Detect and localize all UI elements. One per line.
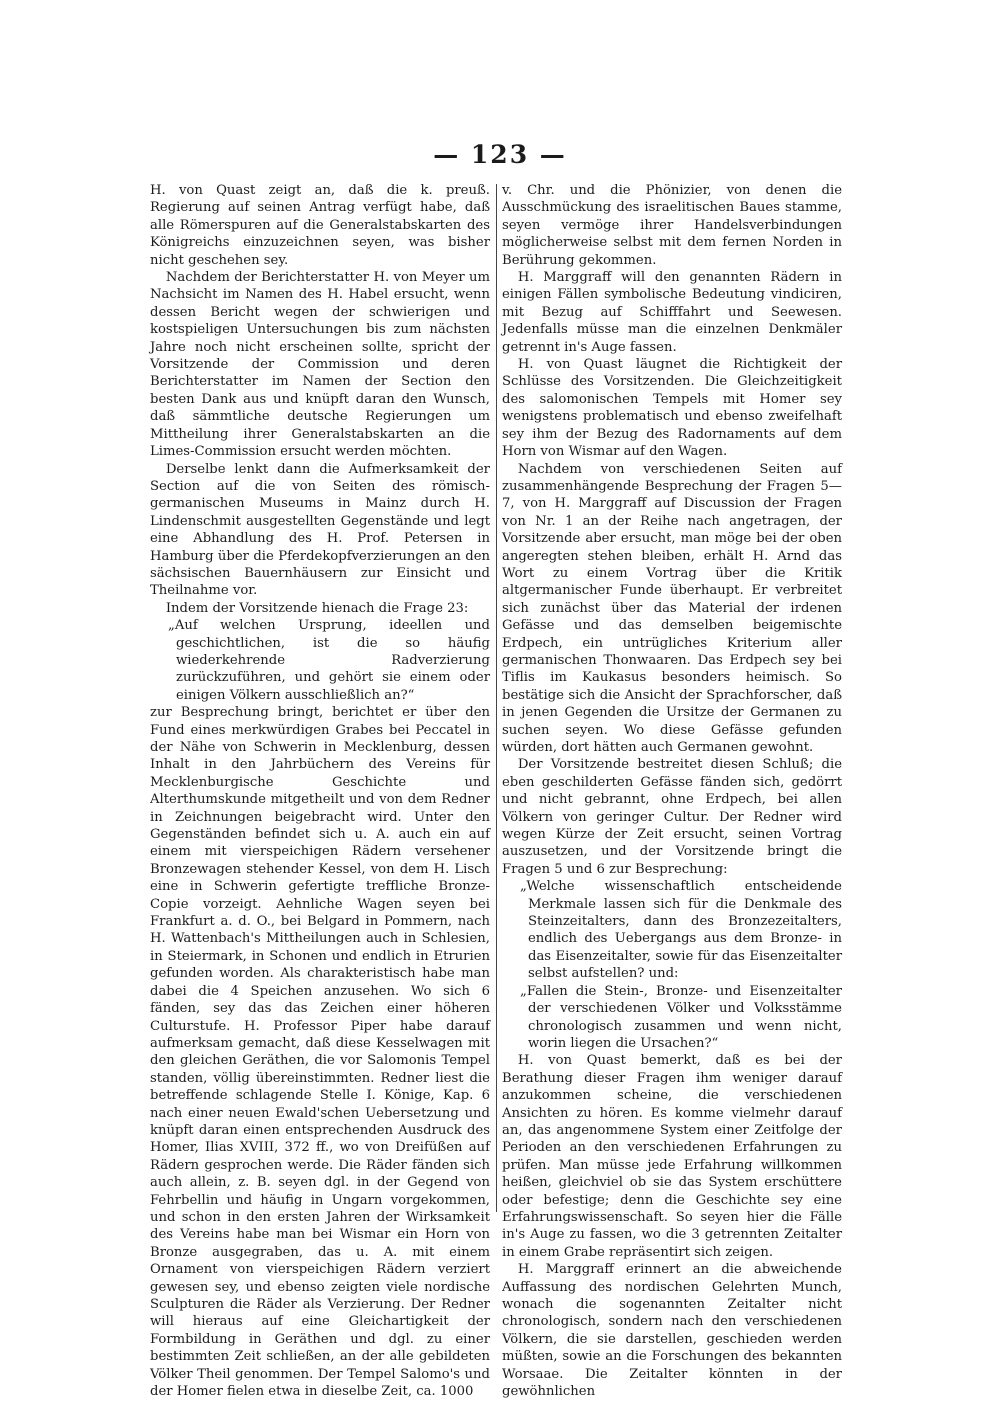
- right-column: [502, 182, 842, 1400]
- paragraph: Der Vorsitzende bestreitet diesen Schluß; die eben geschilderten Gefässe fänden sich, gedörrt und nicht gebrannt, ohne Erdpech, bei allen Völkern von geringer Cultur. Der Redner wird wegen Kürze der Zeit ersucht, seinen Vortrag auszusetzen, und der Vorsitzende bringt die Fragen 5 und 6 zur Besprechung:: [502, 757, 842, 877]
- paragraph: v. Chr. und die Phönizier, von denen die Ausschmückung des israelitischen Baues stamme, seyen vermöge ihrer Handelsverbindungen möglicherweise selbst mit dem fernen Norden in Berührung gekommen.: [502, 183, 842, 268]
- paragraph: zur Besprechung bringt, berichtet er über den Fund eines merkwürdigen Grabes bei Peccatel in der Nähe von Schwerin in Mecklenburg, dessen Inhalt in den Jahrbüchern des Vereins für Mecklenburgische Geschichte und Alterthumskunde mitgetheilt und von dem Redner in Zeichnungen beigebracht wird. Unter den Gegenständen befindet sich u. A. auch ein auf einem mit vierspeichigen Rädern versehener Bronzewagen stehender Kessel, von dem H. Lisch eine in Schwerin gefertigte treffliche Bronze-Copie vorzeigt. Aehnliche Wagen seyen bei Frankfurt a. d. O., bei Belgard in Pommern, nach H. Wattenbach's Mittheilungen auch in Schlesien, in Steiermark, in Schonen und endlich in Etrurien gefunden worden. Als charakteristisch habe man dabei die 4 Speichen anzusehen. Wo sich 6 fänden, sey das das Zeichen einer höheren Culturstufe. H. Professor Piper habe darauf aufmerksam gemacht, daß diese Kesselwagen mit den gleichen Geräthen, die vor Salomonis Tempel standen, völlig übereinstimmten. Redner liest die betreffende schlagende Stelle I. Könige, Kap. 6 nach einer neuen Ewald'schen Uebersetzung und knüpft daran einen entsprechenden Ausdruck des Homer, Ilias XVIII, 372 ff., wo von Dreifüßen auf Rädern gesprochen werde. Die Räder fänden sich auch allein, z. B. seyen dgl. in der Gegend von Fehrbellin und häufig in Ungarn vorgekommen, und schon in den ersten Jahren der Wirksamkeit des Vereins habe man bei Wismar ein Horn von Bronze ausgegraben, das u. A. mit einem Ornament von vierspeichigen Rädern verziert gewesen sey, und ebenso zeigten viele nordische Sculpturen die Räder als Verzierung. Der Redner will hieraus auf eine Gleichartigkeit der Formbildung in Geräthen und dgl. zu einer bestimmten Zeit schließen, an der alle gebildeten Völker Theil genommen. Der Tempel Salomo's und der Homer fielen etwa in dieselbe Zeit, ca. 1000: [150, 705, 490, 1400]
- paragraph: H. Marggraff will den genannten Rädern in einigen Fällen symbolische Bedeutung vindiciren, mit Bezug auf Schifffahrt und Seewesen. Jedenfalls müsse man die einzelnen Denkmäler getrennt in's Auge fassen.: [502, 270, 842, 355]
- paragraph: Indem der Vorsitzende hienach die Frage 23:: [165, 600, 469, 616]
- page-number: — 123 —: [433, 140, 567, 169]
- paragraph: H. von Quast läugnet die Richtigkeit der Schlüsse des Vorsitzenden. Die Gleichzeitigkeit des salomonischen Tempels mit Homer sey wenigstens problematisch und ebenso zweifelhaft sey ihm der Bezug des Radornaments auf dem Horn von Wismar auf den Wagen.: [502, 357, 842, 460]
- paragraph: H. von Quast bemerkt, daß es bei der Berathung dieser Fragen ihm weniger darauf anzukommen scheine, die verschiedenen Ansichten zu hören. Es komme vielmehr darauf an, das angenommene System einer Zeitfolge der Perioden an den verschiedenen Erfahrungen zu prüfen. Man müsse jede Erfahrung willkommen heißen, gleichviel ob sie das System erschüttere oder befestige; denn die Geschichte sey eine Erfahrungswissenschaft. So seyen hier die Fälle in's Auge zu fassen, wo die 3 getrennten Zeitalter in einem Grabe repräsentirt sich zeigen.: [502, 1053, 842, 1260]
- paragraph: Nachdem von verschiedenen Seiten auf zusammenhängende Besprechung der Fragen 5—7, von H. Marggraff auf Discussion der Fragen von Nr. 1 an der Reihe nach angetragen, der Vorsitzende aber ersucht, man möge bei der oben angeregten stehen bleiben, erhält H. Arnd das Wort zu einem Vortrag über die Kritik altgermanischer Funde überhaupt. Er verbreitet sich zunächst über das Material der irdenen Gefässe und das demselben beigemischte Erdpech, ein untrügliches Kriterium aller germanischen Thonwaaren. Das Erdpech sey bei Tiflis im Kaukasus besonders heimisch. So bestätige sich die Ansicht der Sprachforscher, daß in jenen Gegenden die Ursitze der Germanen zu suchen seyen. Wo diese Gefässe gefunden würden, dort hätten auch Germanen gewohnt.: [502, 461, 842, 755]
- paragraph: Nachdem der Berichterstatter H. von Meyer um Nachsicht im Namen des H. Habel ersucht, wenn dessen Bericht wegen der schwierigen und kostspieligen Untersuchungen bis zum nächsten Jahre noch nicht erscheinen sollte, spricht der Vorsitzende der Commission und deren Berichterstatter im Namen der Section den besten Dank aus und knüpft daran den Wunsch, daß sämmtliche deutsche Regierungen um Mittheilung ihrer Generalstabskarten an die Limes-Commission ersucht werden möchten.: [150, 270, 490, 460]
- paragraph: H. Marggraff erinnert an die abweichende Auffassung des nordischen Gelehrten Munch, wonach die sogenannten Zeitalter nicht chronologisch, sondern nach den verschiedenen Völkern, die sie darstellen, geschieden werden müßten, sowie an die Forschungen des bekannten Worsaae. Die Zeitalter könnten in der gewöhnlichen: [502, 1262, 842, 1400]
- quoted-question: „Fallen die Stein-, Bronze- und Eisenzeitalter der verschiedenen Völker und Volksstämme chronologisch zusammen und wenn nicht, worin liegen die Ursachen?“: [520, 983, 842, 1051]
- paragraph: Derselbe lenkt dann die Aufmerksamkeit der Section auf die von Seiten des römisch-germanischen Museums in Mainz durch H. Lindenschmit ausgestellten Gegenstände und legt eine Abhandlung des H. Prof. Petersen in Hamburg über die Pferdekopfverzierungen an den sächsischen Bauernhäusern zur Einsicht und Theilnahme vor.: [150, 461, 490, 599]
- quoted-question: „Auf welchen Ursprung, ideellen und geschichtlichen, ist die so häufig wiederkehrende Radverzierung zurückzuführen, und gehört sie einem oder einigen Völkern ausschließlich an?“: [168, 618, 490, 703]
- column-divider: [496, 184, 497, 1212]
- paragraph: H. von Quast zeigt an, daß die k. preuß. Regierung auf seinen Antrag verfügt habe, daß alle Römerspuren auf die Generalstabskarten des Königreichs einzuzeichnen seyen, was bisher nicht geschehen sey.: [150, 183, 490, 268]
- left-column: [150, 182, 490, 1400]
- quoted-question: „Welche wissenschaftlich entscheidende Merkmale lassen sich für die Denkmale des Steinzeitalters, dann des Bronzezeitalters, endlich des Uebergangs aus dem Bronze- in das Eisenzeitalter, sowie für das Eisenzeitalter selbst aufstellen? und:: [520, 879, 842, 982]
